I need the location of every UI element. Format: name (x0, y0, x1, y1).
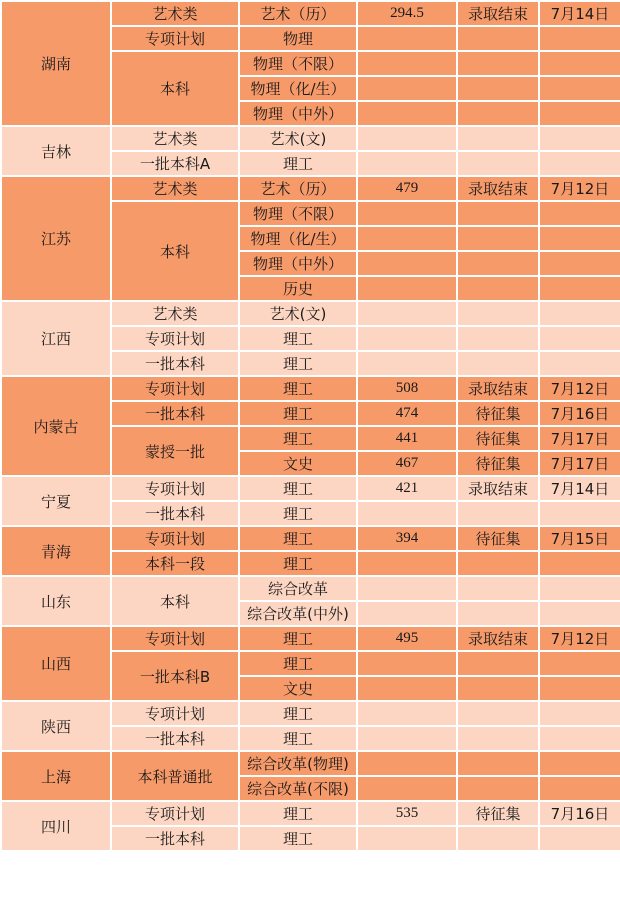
subject-cell: 理工 (239, 151, 357, 176)
score-cell (357, 101, 457, 126)
date-cell (539, 201, 620, 226)
score-cell (357, 51, 457, 76)
province-cell: 四川 (1, 801, 111, 851)
score-cell (357, 551, 457, 576)
table-row (1, 526, 620, 551)
batch-cell: 专项计划 (111, 801, 239, 826)
batch-cell: 艺术类 (111, 126, 239, 151)
batch-cell: 蒙授一批 (111, 426, 239, 476)
date-cell: 7月16日 (539, 401, 620, 426)
date-cell: 7月15日 (539, 526, 620, 551)
batch-cell: 专项计划 (111, 476, 239, 501)
subject-cell: 艺术(文) (239, 126, 357, 151)
status-cell (457, 251, 539, 276)
date-cell (539, 651, 620, 676)
date-cell: 7月12日 (539, 626, 620, 651)
score-cell (357, 651, 457, 676)
province-cell: 宁夏 (1, 476, 111, 526)
date-cell (539, 101, 620, 126)
province-cell: 吉林 (1, 126, 111, 176)
batch-cell: 艺术类 (111, 1, 239, 26)
date-cell (539, 326, 620, 351)
subject-cell: 物理（不限） (239, 51, 357, 76)
batch-cell: 专项计划 (111, 526, 239, 551)
subject-cell: 历史 (239, 276, 357, 301)
date-cell (539, 151, 620, 176)
status-cell: 待征集 (457, 401, 539, 426)
status-cell (457, 351, 539, 376)
date-cell: 7月14日 (539, 1, 620, 26)
score-cell (357, 26, 457, 51)
score-cell (357, 751, 457, 776)
score-cell (357, 301, 457, 326)
status-cell (457, 726, 539, 751)
score-cell: 495 (357, 626, 457, 651)
date-cell (539, 601, 620, 626)
subject-cell: 理工 (239, 401, 357, 426)
date-cell (539, 551, 620, 576)
status-cell (457, 551, 539, 576)
score-cell (357, 726, 457, 751)
status-cell (457, 126, 539, 151)
subject-cell: 综合改革(物理) (239, 751, 357, 776)
subject-cell: 综合改革(不限) (239, 776, 357, 801)
score-cell (357, 701, 457, 726)
status-cell (457, 601, 539, 626)
score-cell: 421 (357, 476, 457, 501)
batch-cell: 专项计划 (111, 326, 239, 351)
score-cell (357, 501, 457, 526)
subject-cell: 物理（化/生） (239, 76, 357, 101)
province-cell: 内蒙古 (1, 376, 111, 476)
subject-cell: 理工 (239, 651, 357, 676)
table-row (1, 576, 620, 601)
date-cell (539, 26, 620, 51)
batch-cell: 专项计划 (111, 626, 239, 651)
score-cell (357, 601, 457, 626)
table-row (1, 476, 620, 501)
subject-cell: 理工 (239, 501, 357, 526)
subject-cell: 艺术(文) (239, 301, 357, 326)
status-cell (457, 76, 539, 101)
status-cell (457, 501, 539, 526)
score-cell (357, 251, 457, 276)
date-cell (539, 676, 620, 701)
subject-cell: 理工 (239, 626, 357, 651)
table-row (1, 376, 620, 401)
table-row (1, 1, 620, 26)
score-cell: 474 (357, 401, 457, 426)
score-cell (357, 201, 457, 226)
status-cell (457, 101, 539, 126)
status-cell: 录取结束 (457, 376, 539, 401)
status-cell (457, 301, 539, 326)
subject-cell: 理工 (239, 801, 357, 826)
batch-cell: 本科普通批 (111, 751, 239, 801)
date-cell (539, 751, 620, 776)
batch-cell: 一批本科 (111, 726, 239, 751)
status-cell: 录取结束 (457, 176, 539, 201)
score-cell (357, 126, 457, 151)
subject-cell: 文史 (239, 451, 357, 476)
status-cell: 待征集 (457, 426, 539, 451)
score-cell: 394 (357, 526, 457, 551)
subject-cell: 理工 (239, 526, 357, 551)
status-cell (457, 326, 539, 351)
date-cell: 7月16日 (539, 801, 620, 826)
province-cell: 山西 (1, 626, 111, 701)
table-row (1, 801, 620, 826)
batch-cell: 本科 (111, 51, 239, 126)
table-row (1, 626, 620, 651)
date-cell (539, 501, 620, 526)
status-cell: 待征集 (457, 526, 539, 551)
province-cell: 湖南 (1, 1, 111, 126)
status-cell (457, 151, 539, 176)
subject-cell: 艺术（历） (239, 1, 357, 26)
subject-cell: 文史 (239, 676, 357, 701)
date-cell (539, 576, 620, 601)
score-cell (357, 326, 457, 351)
subject-cell: 艺术（历） (239, 176, 357, 201)
batch-cell: 一批本科B (111, 651, 239, 701)
date-cell: 7月17日 (539, 426, 620, 451)
batch-cell: 一批本科 (111, 501, 239, 526)
date-cell (539, 776, 620, 801)
status-cell (457, 26, 539, 51)
subject-cell: 综合改革 (239, 576, 357, 601)
province-cell: 江苏 (1, 176, 111, 301)
subject-cell: 物理（中外） (239, 251, 357, 276)
subject-cell: 理工 (239, 326, 357, 351)
date-cell (539, 351, 620, 376)
subject-cell: 物理（化/生） (239, 226, 357, 251)
batch-cell: 本科 (111, 576, 239, 626)
province-cell: 陕西 (1, 701, 111, 751)
province-cell: 江西 (1, 301, 111, 376)
date-cell (539, 126, 620, 151)
score-cell (357, 276, 457, 301)
date-cell: 7月12日 (539, 176, 620, 201)
batch-cell: 一批本科 (111, 401, 239, 426)
date-cell (539, 276, 620, 301)
subject-cell: 理工 (239, 551, 357, 576)
table-row (1, 751, 620, 776)
batch-cell: 本科一段 (111, 551, 239, 576)
score-cell: 535 (357, 801, 457, 826)
status-cell (457, 651, 539, 676)
status-cell: 录取结束 (457, 1, 539, 26)
date-cell (539, 301, 620, 326)
status-cell: 录取结束 (457, 476, 539, 501)
subject-cell: 理工 (239, 726, 357, 751)
date-cell: 7月17日 (539, 451, 620, 476)
score-cell: 467 (357, 451, 457, 476)
table-row (1, 126, 620, 151)
score-cell: 479 (357, 176, 457, 201)
date-cell: 7月14日 (539, 476, 620, 501)
status-cell (457, 676, 539, 701)
status-cell (457, 701, 539, 726)
score-cell (357, 576, 457, 601)
table-row (1, 701, 620, 726)
table-row (1, 176, 620, 201)
status-cell (457, 576, 539, 601)
status-cell: 待征集 (457, 801, 539, 826)
date-cell (539, 826, 620, 851)
score-cell (357, 151, 457, 176)
status-cell (457, 226, 539, 251)
date-cell (539, 76, 620, 101)
batch-cell: 一批本科A (111, 151, 239, 176)
batch-cell: 艺术类 (111, 301, 239, 326)
subject-cell: 理工 (239, 476, 357, 501)
subject-cell: 理工 (239, 426, 357, 451)
subject-cell: 理工 (239, 826, 357, 851)
subject-cell: 物理（不限） (239, 201, 357, 226)
status-cell (457, 776, 539, 801)
batch-cell: 一批本科 (111, 351, 239, 376)
status-cell (457, 201, 539, 226)
subject-cell: 综合改革(中外) (239, 601, 357, 626)
score-cell (357, 226, 457, 251)
score-cell: 441 (357, 426, 457, 451)
status-cell: 录取结束 (457, 626, 539, 651)
table-row (1, 301, 620, 326)
date-cell (539, 226, 620, 251)
subject-cell: 理工 (239, 376, 357, 401)
status-cell (457, 51, 539, 76)
score-cell: 508 (357, 376, 457, 401)
subject-cell: 理工 (239, 701, 357, 726)
province-cell: 青海 (1, 526, 111, 576)
status-cell: 待征集 (457, 451, 539, 476)
status-cell (457, 826, 539, 851)
date-cell: 7月12日 (539, 376, 620, 401)
batch-cell: 一批本科 (111, 826, 239, 851)
province-cell: 山东 (1, 576, 111, 626)
table-body (1, 1, 620, 851)
score-cell (357, 76, 457, 101)
batch-cell: 专项计划 (111, 376, 239, 401)
score-cell (357, 826, 457, 851)
subject-cell: 理工 (239, 351, 357, 376)
batch-cell: 本科 (111, 201, 239, 301)
date-cell (539, 51, 620, 76)
subject-cell: 物理 (239, 26, 357, 51)
batch-cell: 艺术类 (111, 176, 239, 201)
score-cell (357, 776, 457, 801)
date-cell (539, 251, 620, 276)
date-cell (539, 726, 620, 751)
status-cell (457, 751, 539, 776)
batch-cell: 专项计划 (111, 701, 239, 726)
date-cell (539, 701, 620, 726)
subject-cell: 物理（中外） (239, 101, 357, 126)
score-cell (357, 676, 457, 701)
batch-cell: 专项计划 (111, 26, 239, 51)
province-cell: 上海 (1, 751, 111, 801)
score-cell: 294.5 (357, 1, 457, 26)
status-cell (457, 276, 539, 301)
score-cell (357, 351, 457, 376)
